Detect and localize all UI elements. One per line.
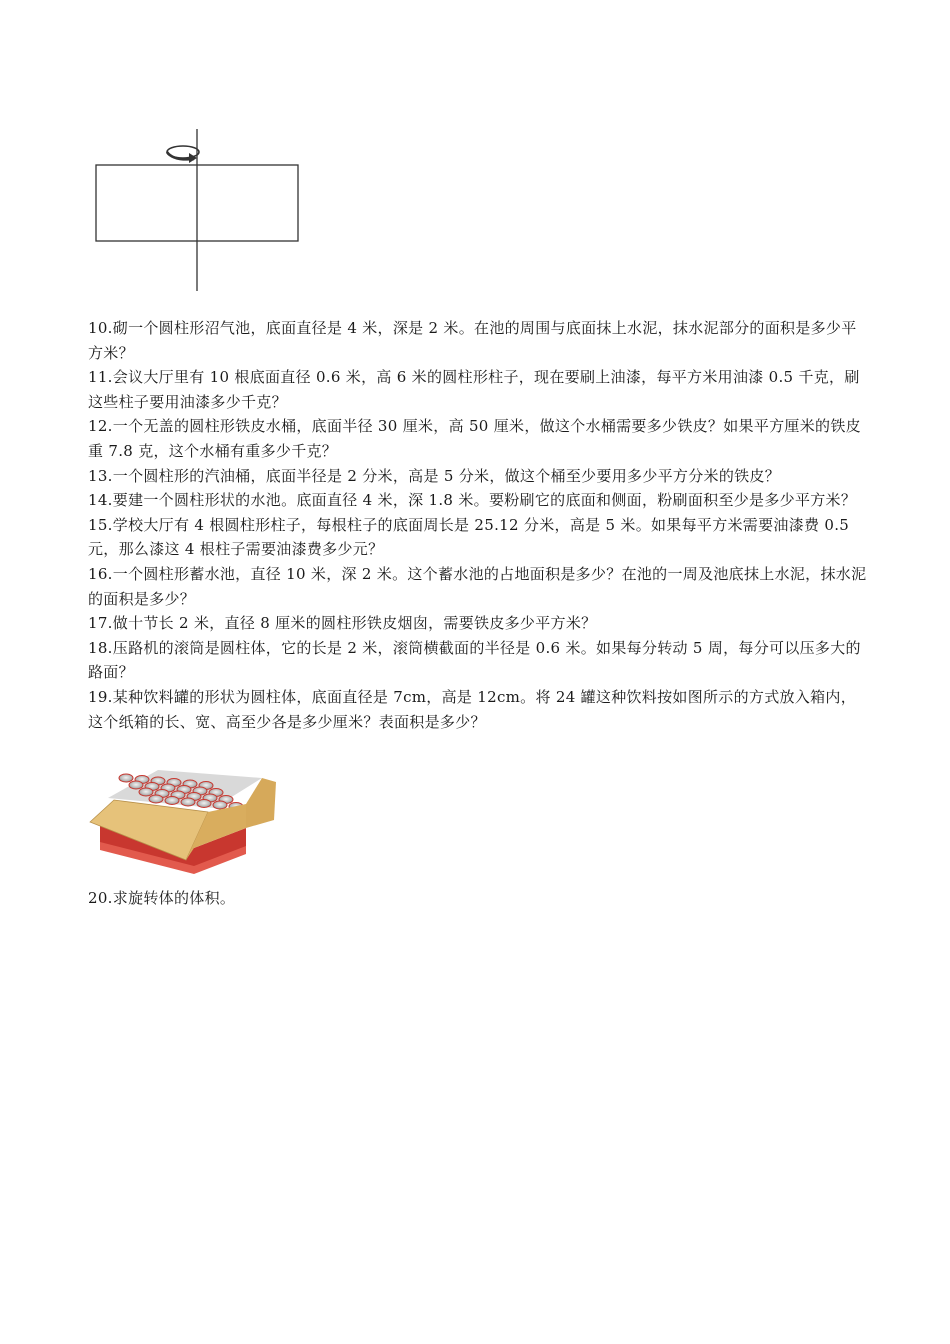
can-top: [119, 774, 133, 782]
question-item: [88, 316, 868, 365]
question-item: [88, 611, 868, 636]
can-top: [149, 795, 163, 803]
question-number: 15.: [88, 515, 113, 534]
question-item: [88, 365, 868, 414]
question-number: 14.: [88, 491, 113, 510]
can-top: [213, 801, 227, 809]
question-item: [88, 464, 868, 489]
question-number: 11.: [88, 368, 113, 387]
question-item: [88, 636, 868, 685]
rotation-arrow-icon: [167, 146, 199, 163]
question-number: 17.: [88, 614, 113, 633]
question-number: 16.: [88, 564, 113, 583]
question-item: [88, 685, 868, 734]
question-item: [88, 414, 868, 463]
question-20: [88, 886, 235, 911]
question-item: [88, 513, 868, 562]
box-back-flap: [246, 778, 276, 828]
question-text: 做十节长 2 米，直径 8 厘米的圆柱形铁皮烟囱，需要铁皮多少平方米？: [112, 614, 597, 633]
question-text: 一个圆柱形的汽油桶，底面半径是 2 分米，高是 5 分米，做这个桶至少要用多少平方分米的铁皮？: [112, 466, 781, 485]
can-top: [139, 788, 153, 796]
question-item: [88, 562, 868, 611]
can-top: [181, 798, 195, 806]
question-number: 19.: [88, 687, 113, 706]
question-number: 10.: [88, 319, 113, 337]
question-text: 压路机的滚筒是圆柱体，它的长是 2 米，滚筒横截面的半径是 0.6 米。如果每分转动 5 周，每分可以压多大的路面？: [88, 638, 861, 682]
question-text: 学校大厅有 4 根圆柱形柱子，每根柱子的底面周长是 25.12 分米，高是 5 米。如果每平方米需要油漆费 0.5 元，那么漆这 4 根柱子需要油漆费多少元？: [88, 515, 850, 559]
can-top: [165, 797, 179, 805]
question-number: 13.: [88, 466, 113, 485]
question-text: 一个无盖的圆柱形铁皮水桶，底面半径 30 厘米，高 50 厘米，做这个水桶需要多少铁皮？如果平方厘米的铁皮重 7.8 克，这个水桶有重多少千克？: [88, 417, 861, 460]
question-text: 要建一个圆柱形状的水池。底面直径 4 米，深 1.8 米。要粉刷它的底面和侧面，粉刷面积至少是多少平方米？: [112, 491, 857, 510]
question-number: 18.: [88, 638, 113, 657]
question-text: 求旋转体的体积。: [112, 889, 236, 907]
question-number: 12.: [88, 417, 113, 436]
can-top: [129, 781, 143, 789]
question-text: 砌一个圆柱形沼气池，底面直径是 4 米，深是 2 米。在池的周围与底面抹上水泥，抹水泥部分的面积是多少平方米？: [88, 319, 857, 362]
question-text: 一个圆柱形蓄水池，直径 10 米，深 2 米。这个蓄水池的占地面积是多少？在池的一周及池底抹上水泥，抹水泥的面积是多少？: [88, 564, 867, 608]
question-text: 某种饮料罐的形状为圆柱体，底面直径是 7cm，高是 12cm。将 24 罐这种饮料按如图所示的方式放入箱内，这个纸箱的长、宽、高至少各是多少厘米？表面积是多少？: [88, 687, 857, 731]
beverage-box-figure: [86, 764, 276, 876]
question-number: 20.: [88, 889, 113, 907]
question-item: [88, 488, 868, 513]
question-list: [88, 316, 868, 734]
rotation-figure: [88, 125, 308, 297]
can-top: [197, 800, 211, 808]
question-text: 会议大厅里有 10 根底面直径 0.6 米，高 6 米的圆柱形柱子，现在要刷上油漆，每平方米用油漆 0.5 千克，刷这些柱子要用油漆多少千克？: [88, 368, 860, 411]
